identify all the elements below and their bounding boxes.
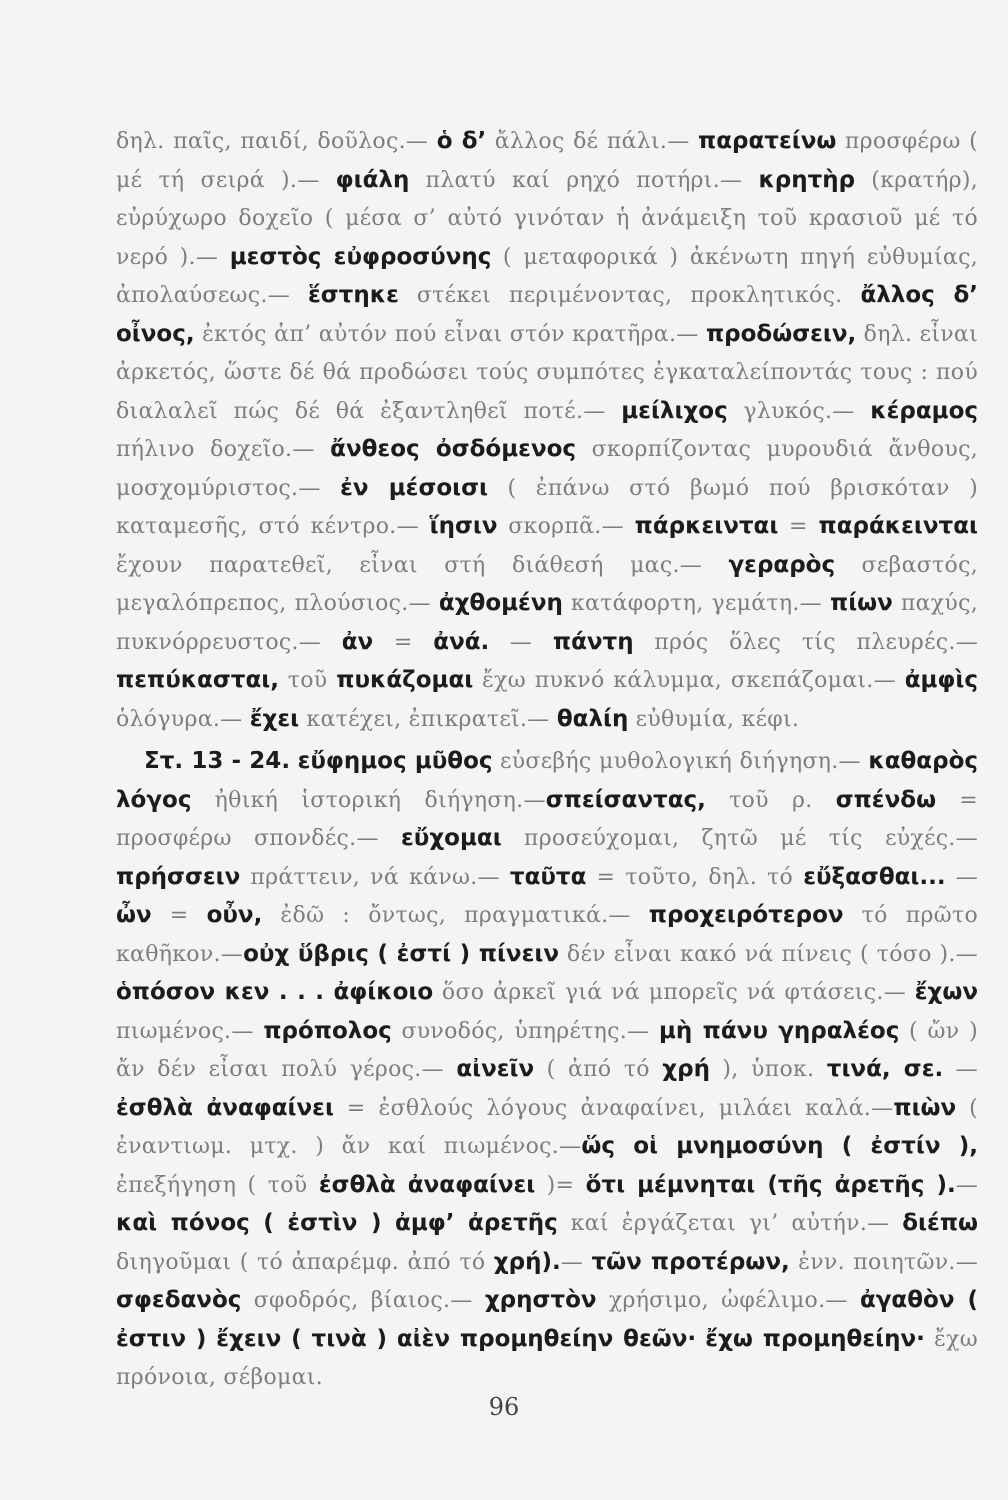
commentary-paragraph-2 xyxy=(116,742,978,1397)
lemma-term: μείλιχος xyxy=(621,397,728,424)
lemma-term: ἵησιν xyxy=(429,513,498,539)
lemma-term: πίων xyxy=(830,590,893,616)
lemma-term: πάρκεινται xyxy=(634,513,779,539)
lemma-term: αἰνεῖν xyxy=(456,1056,535,1082)
lemma-term: γεραρὸς xyxy=(728,551,836,578)
gloss-text: ( ὤν ) ἄν δέν εἶσαι πολύ γέρος.— xyxy=(116,1018,979,1082)
gloss-text: ἐκτός ἀπ’ αὐτόν πού εἶναι στόν κρατῆρα.— xyxy=(194,321,706,347)
lemma-term: πρήσσειν xyxy=(116,863,241,890)
lemma-term: ὅτι μέμνηται (τῆς ἀρετῆς ). xyxy=(585,1171,956,1198)
gloss-text: στέκει περιμένοντας, προκλητικός. xyxy=(398,283,861,308)
gloss-text: πράττειν, νά κάνω.— xyxy=(240,864,510,890)
gloss-text: )= xyxy=(535,1172,586,1198)
lemma-term: θαλίη xyxy=(556,705,629,732)
lemma-term: τῶν προτέρων, xyxy=(591,1248,790,1275)
gloss-text: ), ὑποκ. xyxy=(709,1057,827,1082)
page-number: 96 xyxy=(488,1393,520,1421)
lemma-term: μεστὸς εὐφροσύνης xyxy=(229,243,492,270)
lemma-term: ἐσθλὰ ἀναφαίνει xyxy=(116,1094,334,1121)
gloss-text: ( ἐπάνω στό βωμό πού βρισκόταν ) καταμεσῆς, στό κέντρο.— xyxy=(116,475,978,539)
gloss-text: = xyxy=(373,629,434,655)
gloss-text: τοῦ ρ. xyxy=(705,787,836,813)
gloss-text: ἐδῶ : ὄντως, πραγματικά.— xyxy=(262,903,649,928)
lemma-term: καὶ πόνος ( ἐστὶν ) ἀμφ’ ἀρετῆς xyxy=(116,1210,558,1236)
gloss-text: — xyxy=(943,1057,978,1082)
gloss-text: γλυκός.— xyxy=(727,398,871,424)
lemma-term: ἕστηκε xyxy=(307,282,399,308)
gloss-text xyxy=(290,749,298,774)
lemma-term: ἀνά. xyxy=(433,628,490,655)
gloss-text: σφοδρός, βίαιος.— xyxy=(241,1288,485,1313)
gloss-text: ( ἀπό τό xyxy=(534,1057,663,1082)
lemma-term: χρή). xyxy=(493,1248,561,1275)
gloss-text: προσεύχομαι, ζητῶ μέ τίς εὐχές.— xyxy=(501,826,978,851)
gloss-text: τοῦ xyxy=(278,668,337,693)
lemma-term: πυκάζομαι xyxy=(336,667,474,693)
gloss-text: προσφέρω ( μέ τή σειρά ).— xyxy=(116,129,978,193)
gloss-text: σεβαστός, μεγαλόπρεπος, πλούσιος.— xyxy=(116,552,978,616)
gloss-text: πρός ὅλες τίς πλευρές.— xyxy=(633,629,979,655)
lemma-term: ἔχω προμηθείην· xyxy=(705,1325,925,1352)
lemma-term: εὔφημος μῦθος xyxy=(297,748,493,774)
gloss-text: — xyxy=(945,864,979,890)
lemma-term: ὁ δ’ xyxy=(436,128,487,154)
lemma-term: ἄνθεος ὀσδόμενος xyxy=(330,436,577,462)
gloss-text: πλατύ καί ρηχό ποτήρι.— xyxy=(409,167,759,193)
gloss-text: δέν εἶναι κακό νά πίνεις ( τόσο ).— xyxy=(559,941,978,967)
lemma-term: εὔχομαι xyxy=(401,825,502,851)
gloss-text: παχύς, πυκνόρρευστος.— xyxy=(116,591,978,655)
commentary-paragraph-1 xyxy=(116,122,978,738)
lemma-term: εὔξασθαι... xyxy=(803,863,946,890)
gloss-text: εὐσεβής μυθολογική διήγηση.— xyxy=(492,749,869,774)
lemma-term: μὴ πάνυ γηραλέος xyxy=(659,1017,900,1044)
lemma-term: πεπύκασται, xyxy=(116,667,279,693)
gloss-text: πιωμένος.— xyxy=(116,1018,264,1044)
gloss-text: ἔχουν παρατεθεῖ, εἶναι στή διάθεσή μας.— xyxy=(116,552,729,578)
lemma-term: σπείσαντας, xyxy=(545,786,706,813)
lemma-term: προχειρότερον xyxy=(648,902,844,928)
gloss-text: — xyxy=(560,1249,592,1275)
lemma-term: φιάλη xyxy=(335,166,410,193)
gloss-text: εὐθυμία, κέφι. xyxy=(628,706,800,732)
gloss-text xyxy=(696,1327,705,1352)
gloss-text: ἐπεξήγηση ( τοῦ xyxy=(116,1172,319,1198)
lemma-term: ἄλλος δ’ οἶνος, xyxy=(116,282,978,347)
gloss-text: τό πρῶτο καθῆκον.— xyxy=(116,903,978,967)
lemma-term: ὥς οἱ μνημοσύνη ( ἐστίν ), xyxy=(581,1133,978,1159)
lemma-term: παράκεινται xyxy=(818,513,978,539)
gloss-text: ἔχω πυκνό κάλυμμα, σκεπάζομαι.— xyxy=(473,668,905,693)
lemma-term: ἀν xyxy=(341,628,374,655)
gloss-text: δηλ. παῖς, παιδί, δοῦλος.— xyxy=(116,129,437,154)
gloss-text: ἔχω πρόνοια, σέβομαι. xyxy=(116,1326,978,1390)
gloss-text: — xyxy=(489,629,553,655)
lemma-term: τινά, σε. xyxy=(826,1056,944,1082)
gloss-text: ( μεταφορικά ) ἀκένωτη πηγή εὐθυμίας, ἀπολαύσεως.— xyxy=(116,244,978,308)
gloss-text: συνοδός, ὑπηρέτης.— xyxy=(391,1018,659,1044)
lemma-term: ἐν μέσοισι xyxy=(340,474,488,501)
lemma-term: ταῦτα xyxy=(509,863,587,890)
lemma-term: ὦν xyxy=(116,902,152,928)
lemma-term: ἀμφὶς xyxy=(904,667,979,693)
lemma-term: ἀχθομένη xyxy=(438,590,563,616)
gloss-text: κατάφορτη, γεμάτη.— xyxy=(562,591,831,616)
lemma-term: οὖν, xyxy=(206,902,263,928)
gloss-text: κατέχει, ἐπικρατεῖ.— xyxy=(299,706,557,732)
gloss-text: ( ἐναντιωμ. μτχ. ) ἄν καί πιωμένος.— xyxy=(116,1095,978,1159)
gloss-text: δηλ. εἶναι ἀρκετός, ὥστε δέ θά προδώσει τούς συμπότες ἐγκαταλείποντάς τους : πού διαλαλεῖ πώς δέ θά ἐξαντληθεῖ ποτέ.— xyxy=(116,321,979,424)
lemma-term: σπένδω xyxy=(835,786,937,813)
gloss-text: = ἐσθλούς λόγους ἀναφαίνει, μιλάει καλά.— xyxy=(333,1095,894,1121)
lemma-term: ἔχων xyxy=(914,979,978,1005)
gloss-text: = xyxy=(778,514,819,539)
gloss-text: = xyxy=(151,903,207,928)
lemma-term: ἀγαθὸν ( ἐστιν ) ἔχειν ( τινὰ ) αἰὲν προμηθείην θεῶν· xyxy=(116,1287,978,1352)
lemma-term: ἔχει xyxy=(249,705,300,732)
lemma-term: κέραμος xyxy=(870,397,979,424)
gloss-text: καί ἐργάζεται γι’ αὐτήν.— xyxy=(557,1211,903,1236)
lemma-term: σφεδανὸς xyxy=(116,1287,242,1313)
lemma-term: πάντη xyxy=(552,628,634,655)
lemma-term: καθαρὸς λόγος xyxy=(116,748,979,813)
lemma-term: παρατείνω xyxy=(698,128,837,154)
gloss-text: ὁλόγυρα.— xyxy=(116,706,250,732)
lemma-term: Στ. 13 - 24. xyxy=(144,748,291,774)
gloss-text: = προσφέρω σπονδές.— xyxy=(116,787,978,851)
lemma-term: οὐχ ὕβρις ( ἐστί ) πίνειν xyxy=(243,940,560,967)
lemma-term: πιὼν xyxy=(893,1094,957,1121)
lemma-term: διέπω xyxy=(902,1210,978,1236)
commentary-page xyxy=(116,122,978,1397)
gloss-text: ἄλλος δέ πάλι.— xyxy=(486,129,699,154)
lemma-term: ἐσθλὰ ἀναφαίνει xyxy=(318,1171,536,1198)
gloss-text: ἠθική ἱστορική διήγηση.— xyxy=(191,787,546,813)
gloss-text: ὅσο ἀρκεῖ γιά νά μπορεῖς νά φτάσεις.— xyxy=(433,980,915,1005)
gloss-text: (κρατήρ), εὐρύχωρο δοχεῖο ( μέσα σ’ αὐτό γινόταν ἡ ἀνάμειξη τοῦ κρασιοῦ μέ τό νερό ).— xyxy=(116,167,978,270)
lemma-term: ὁπόσον κεν . . . ἀφίκοιο xyxy=(116,979,434,1005)
lemma-term: κρητὴρ xyxy=(758,166,856,193)
lemma-term: προδώσειν, xyxy=(705,320,857,347)
gloss-text: = τοῦτο, δηλ. τό xyxy=(586,864,804,890)
lemma-term: χρή xyxy=(662,1056,710,1082)
lemma-term: χρηστὸν xyxy=(484,1287,597,1313)
gloss-text: πήλινο δοχεῖο.— xyxy=(116,437,331,462)
gloss-text: — xyxy=(955,1172,979,1198)
gloss-text: χρήσιμο, ὠφέλιμο.— xyxy=(596,1288,860,1313)
gloss-text: σκορπᾶ.— xyxy=(497,514,635,539)
gloss-text: διηγοῦμαι ( τό ἀπαρέμφ. ἀπό τό xyxy=(116,1249,494,1275)
gloss-text: ἐνν. ποιητῶν.— xyxy=(789,1249,978,1275)
lemma-term: πρόπολος xyxy=(263,1017,392,1044)
gloss-text: σκορπίζοντας μυρουδιά ἄνθους, μοσχομύριστος.— xyxy=(116,437,978,501)
